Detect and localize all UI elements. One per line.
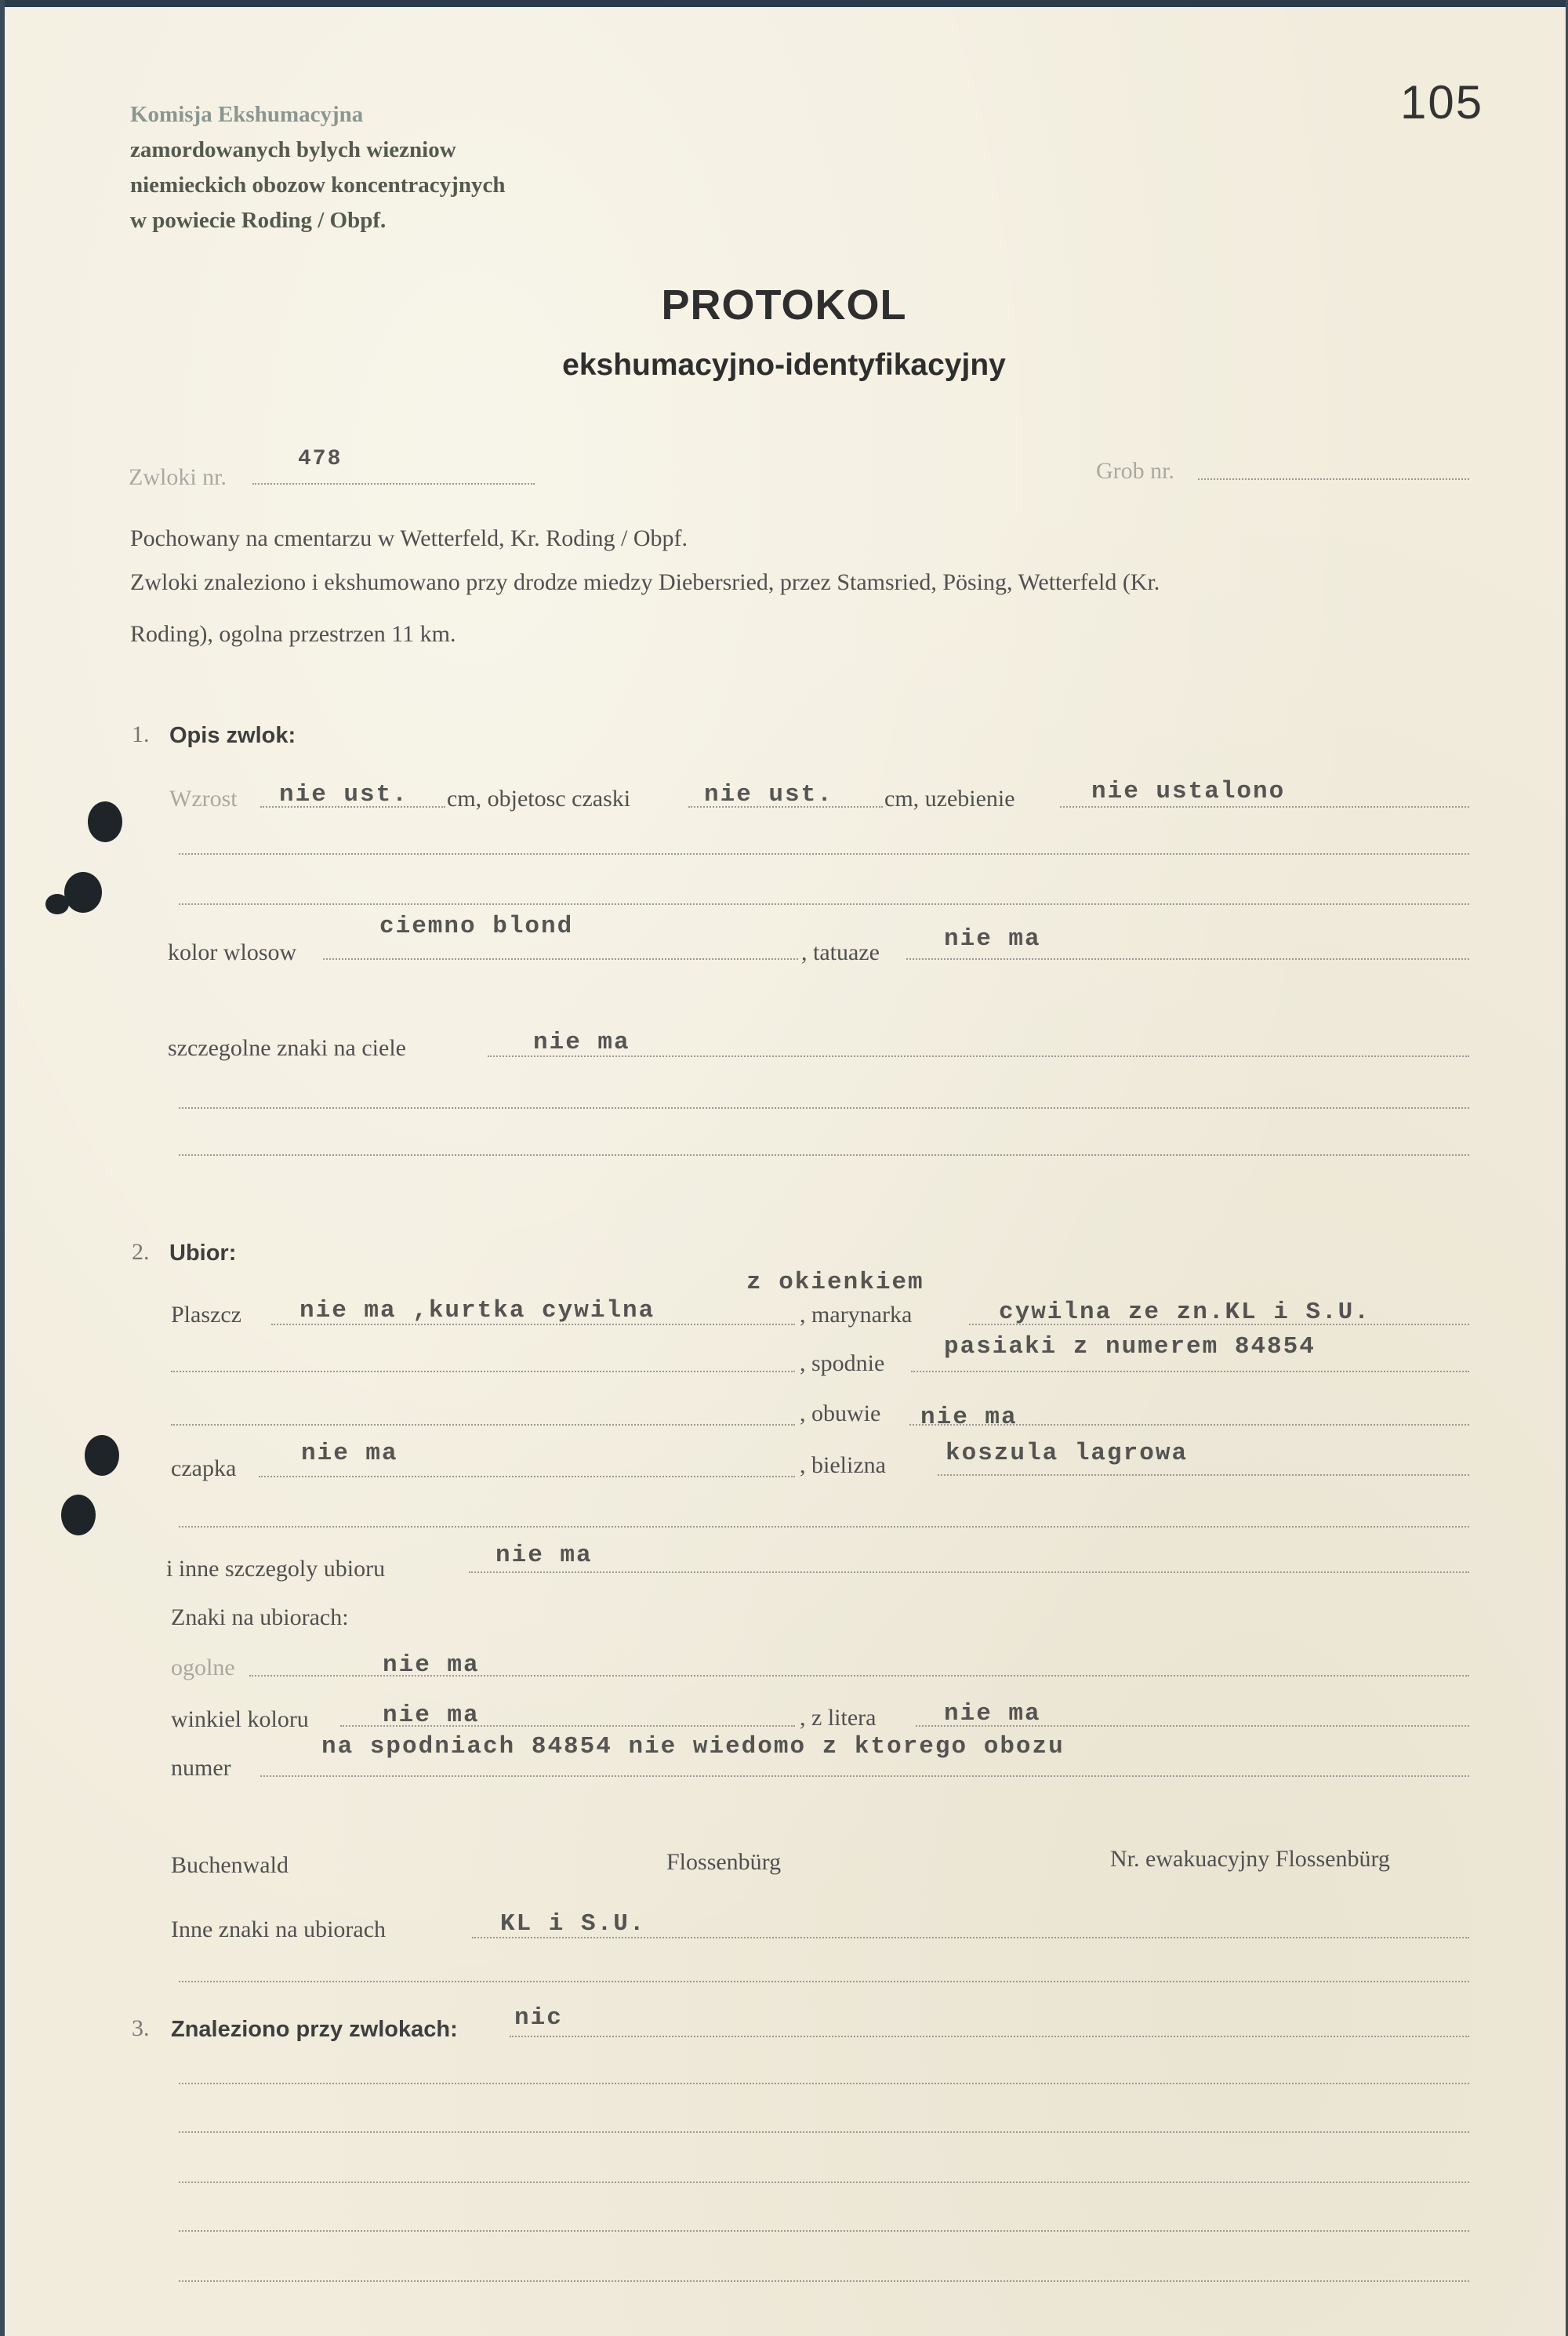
blank-line bbox=[179, 2280, 1469, 2282]
section-3-line bbox=[510, 2036, 1469, 2037]
plaszcz-value: nie ma ,kurtka cywilna bbox=[299, 1297, 655, 1324]
plaszcz-label: Plaszcz bbox=[171, 1302, 241, 1328]
section-2-heading: Ubior: bbox=[169, 1241, 237, 1266]
blank-line bbox=[179, 1107, 1469, 1109]
czapka-line bbox=[259, 1476, 795, 1477]
numer-label: numer bbox=[171, 1755, 231, 1781]
litera-label: , z litera bbox=[800, 1705, 877, 1731]
tatuaze-value: nie ma bbox=[944, 925, 1041, 953]
header-line-1: Komisja Ekshumacyjna bbox=[130, 102, 364, 127]
ogolne-label: ogolne bbox=[171, 1655, 235, 1680]
czapka-label: czapka bbox=[171, 1455, 237, 1481]
zwloki-value: 478 bbox=[298, 447, 343, 471]
section-1-heading: Opis zwlok: bbox=[169, 723, 296, 748]
tatuaze-label: , tatuaze bbox=[801, 939, 880, 965]
inne-znaki-value: KL i S.U. bbox=[500, 1910, 646, 1938]
winkiel-value: nie ma bbox=[383, 1702, 480, 1729]
scan-top-border bbox=[0, 0, 1568, 7]
znaki-ciele-label: szczegolne znaki na ciele bbox=[168, 1035, 406, 1061]
kolor-line bbox=[323, 958, 798, 960]
found-line-2: Roding), ogolna przestrzen 11 km. bbox=[130, 621, 456, 647]
uzebienie-value: nie ustalono bbox=[1091, 778, 1286, 805]
uzebienie-line bbox=[1060, 806, 1469, 808]
grob-line bbox=[1198, 478, 1469, 480]
tatuaze-line bbox=[906, 958, 1469, 960]
wzrost-label: Wzrost bbox=[169, 786, 238, 812]
commission-header bbox=[130, 97, 505, 238]
obuwie-label: , obuwie bbox=[800, 1401, 881, 1426]
spodnie-label: , spodnie bbox=[800, 1350, 885, 1376]
blank-line bbox=[179, 1981, 1469, 1982]
found-line-1: Zwloki znaleziono i ekshumowano przy drodze miedzy Diebersried, przez Stamsried, Pösing, Wetterfeld (Kr. bbox=[130, 569, 1160, 595]
inne-ubioru-label: i inne szczegoly ubioru bbox=[166, 1556, 386, 1582]
blank-line bbox=[179, 2182, 1469, 2183]
znaki-ciele-value: nie ma bbox=[533, 1029, 630, 1056]
blank-line bbox=[171, 1371, 795, 1372]
kolor-value: ciemno blond bbox=[379, 913, 574, 940]
blank-line bbox=[179, 2230, 1469, 2232]
blank-line bbox=[179, 1154, 1469, 1156]
numer-line bbox=[260, 1775, 1469, 1777]
blank-line bbox=[179, 2131, 1469, 2133]
zwloki-label: Zwloki nr. bbox=[129, 464, 227, 490]
bielizna-label: , bielizna bbox=[800, 1452, 886, 1478]
document-title: PROTOKOL bbox=[661, 282, 907, 329]
czaski-label: cm, objetosc czaski bbox=[447, 786, 631, 812]
bielizna-value: koszula lagrowa bbox=[946, 1440, 1189, 1467]
punch-hole bbox=[64, 872, 102, 913]
marynarka-label: , marynarka bbox=[800, 1302, 913, 1328]
wzrost-value: nie ust. bbox=[279, 781, 408, 808]
punch-hole bbox=[88, 801, 122, 842]
blank-line bbox=[179, 1526, 1469, 1528]
inne-ubioru-line bbox=[469, 1571, 1469, 1573]
buchenwald-label: Buchenwald bbox=[171, 1852, 289, 1878]
obuwie-value: nie ma bbox=[920, 1404, 1018, 1431]
section-2-number: 2. bbox=[132, 1239, 150, 1265]
bielizna-line bbox=[938, 1474, 1469, 1476]
litera-value: nie ma bbox=[944, 1700, 1041, 1727]
numer-value: na spodniach 84854 nie wiedomo z ktorego obozu bbox=[321, 1733, 1065, 1760]
section-3-number: 3. bbox=[132, 2015, 150, 2041]
flossenburg-label: Flossenbürg bbox=[666, 1849, 782, 1875]
buried-line: Pochowany na cmentarzu w Wetterfeld, Kr. Roding / Obpf. bbox=[130, 525, 688, 551]
section-3-heading: Znaleziono przy zwlokach: bbox=[171, 2017, 458, 2042]
blank-line bbox=[179, 853, 1469, 855]
blank-line bbox=[179, 903, 1469, 905]
grob-label: Grob nr. bbox=[1096, 458, 1174, 484]
winkiel-label: winkiel koloru bbox=[171, 1706, 309, 1732]
header-line-4: w powiecie Roding / Obpf. bbox=[130, 208, 387, 233]
header-line-3: niemieckich obozow koncentracyjnych bbox=[130, 173, 506, 198]
czaski-value: nie ust. bbox=[704, 781, 833, 808]
punch-hole bbox=[61, 1495, 96, 1535]
znaki-ciele-line bbox=[488, 1055, 1469, 1057]
section-3-value: nic bbox=[514, 2004, 563, 2032]
spodnie-line bbox=[911, 1371, 1469, 1372]
plaszcz-value-continued: z okienkiem bbox=[746, 1269, 924, 1296]
punch-hole bbox=[85, 1435, 119, 1476]
page-number: 105 bbox=[1400, 76, 1484, 129]
blank-line bbox=[179, 2083, 1469, 2084]
marynarka-value: cywilna ze zn.KL i S.U. bbox=[999, 1299, 1370, 1326]
zwloki-line bbox=[252, 483, 535, 485]
punch-hole bbox=[45, 894, 69, 914]
inne-znaki-label: Inne znaki na ubiorach bbox=[171, 1916, 387, 1942]
uzebienie-label: cm, uzebienie bbox=[884, 786, 1015, 812]
ogolne-value: nie ma bbox=[383, 1651, 480, 1679]
spodnie-value: pasiaki z numerem 84854 bbox=[944, 1333, 1316, 1361]
header-line-2: zamordowanych bylych wiezniow bbox=[130, 137, 456, 162]
blank-line bbox=[171, 1424, 795, 1426]
inne-ubioru-value: nie ma bbox=[495, 1542, 593, 1569]
znaki-ubiorach-label: Znaki na ubiorach: bbox=[171, 1604, 349, 1630]
document-subtitle: ekshumacyjno-identyfikacyjny bbox=[562, 348, 1006, 382]
czapka-value: nie ma bbox=[301, 1440, 398, 1467]
ewakuacyjny-label: Nr. ewakuacyjny Flossenbürg bbox=[1110, 1846, 1390, 1872]
section-1-number: 1. bbox=[132, 721, 150, 747]
kolor-label: kolor wlosow bbox=[168, 939, 297, 965]
